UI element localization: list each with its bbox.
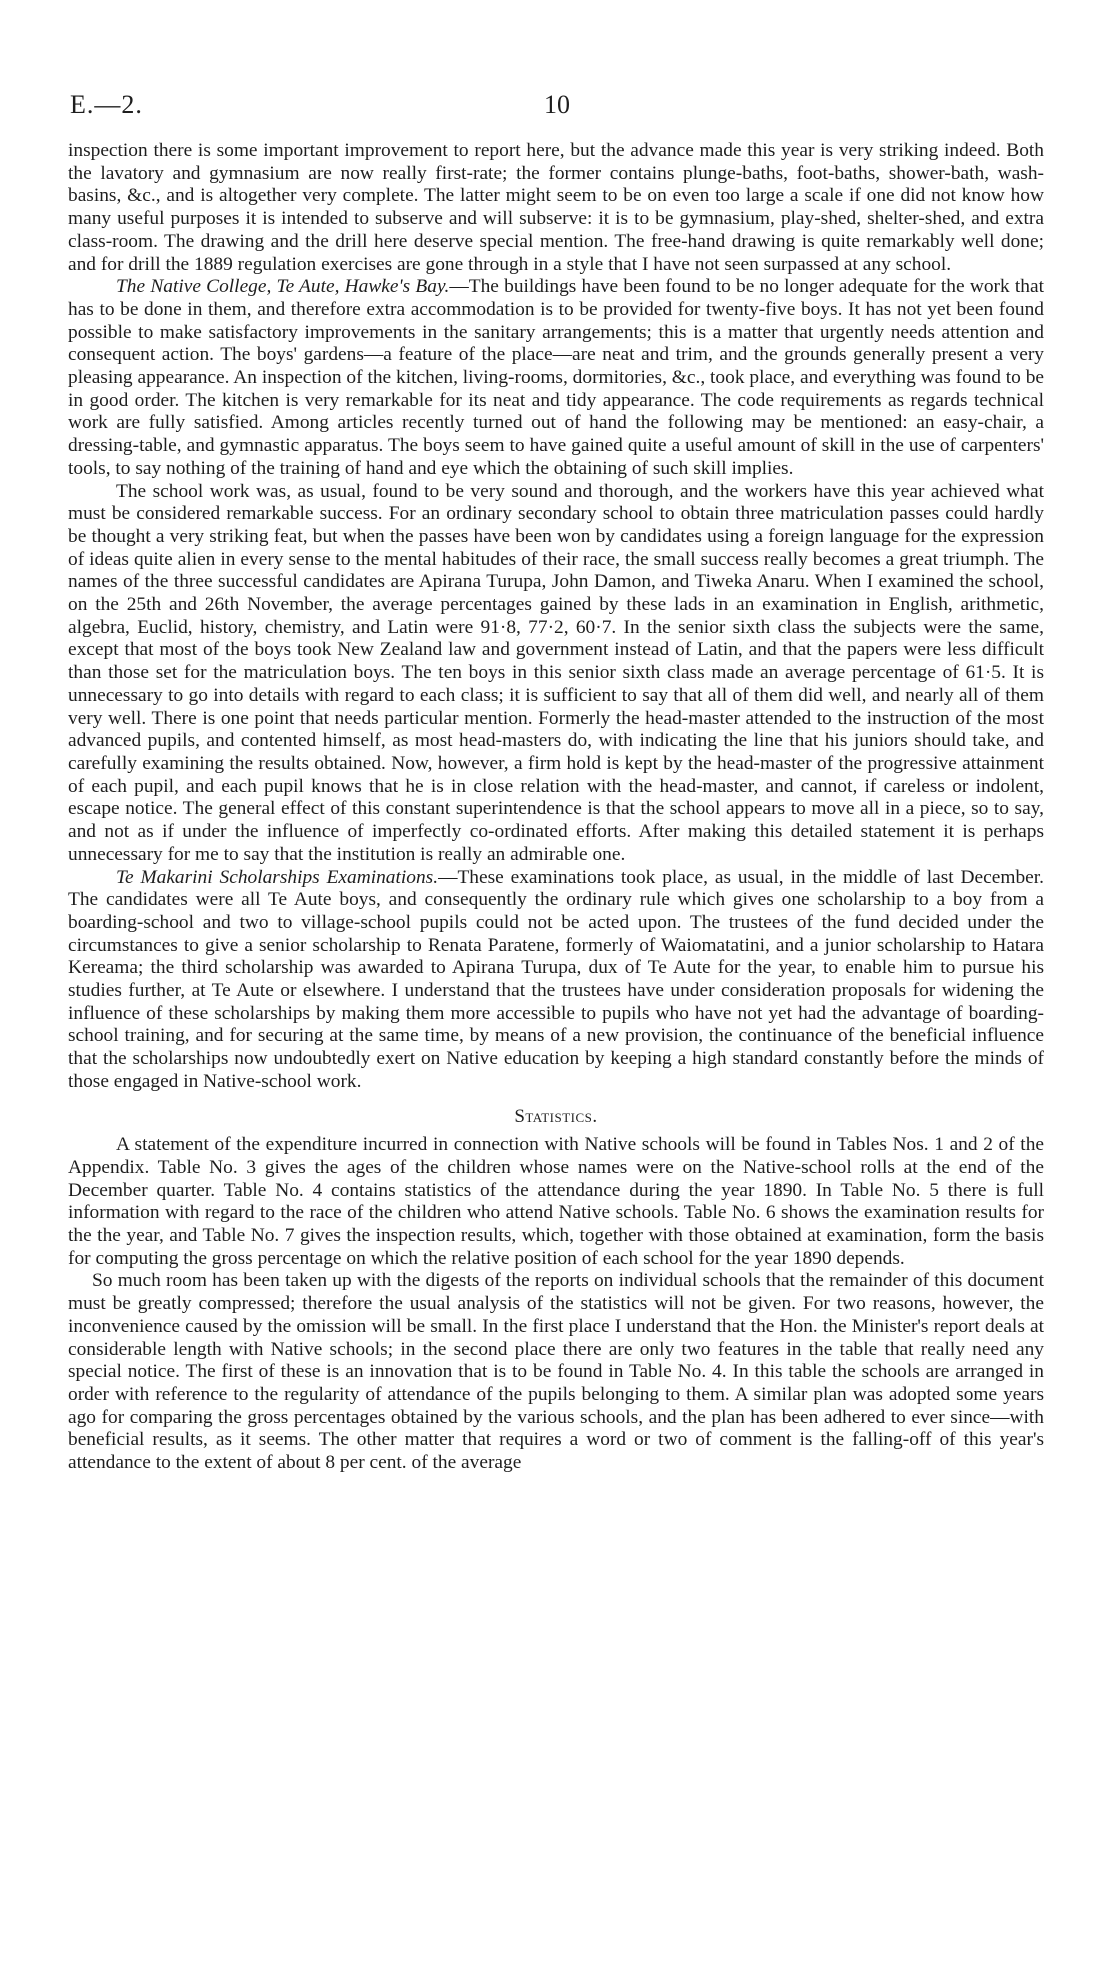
paragraph-statistics-intro: [68, 1134, 1044, 1270]
document-page: [68, 92, 1044, 1475]
paragraph-lead: The Native College, Te Aute, Hawke's Bay.: [116, 276, 450, 298]
paragraph-scholarships: [68, 867, 1044, 1094]
page-number: 10: [544, 90, 570, 119]
paragraph-native-college: [68, 276, 1044, 480]
paragraph-text: —These examinations took place, as usual, in the middle of last December. The candidates were all Te Aute boys, and consequently the ordinary rule which gives one scholarship to a boy from a boarding-school and two to village-school pupils could not be acted upon. The trustees of the fund decided under the circumstances to give a senior scholarship to Renata Paratene, formerly of Waiomatatini, and a junior scholarship to Hatara Kereama; the third scholarship was awarded to Apirana Turupa, dux of Te Aute for the year, to enable him to pursue his studies further, at Te Aute or elsewhere. I understand that the trustees have under consideration proposals for widening the influence of these scholarships by making them more accessible to pupils who have not yet had the advantage of boarding-school training, and for securing at the same time, by means of a new provision, the continuance of the beneficial influence that the scholarships now undoubtedly exert on Native education by keeping a high standard constantly before the minds of those engaged in Native-school work.: [68, 866, 1044, 1092]
paragraph-text: The school work was, as usual, found to be very sound and thorough, and the workers have this year achieved what must be considered remarkable success. For an ordinary secondary school to obtain three matriculation passes could hardly be thought a very striking feat, but when the passes have been won by candidates using a foreign language for the expression of ideas quite alien in every sense to the mental habitudes of their race, the small success really becomes a great triumph. The names of the three successful candidates are Apirana Turupa, John Damon, and Tiweka Anaru. When I examined the school, on the 25th and 26th November, the average percentages gained by these lads in an examination in English, arithmetic, algebra, Euclid, history, chemistry, and Latin were 91·8, 77·2, 60·7. In the senior sixth class the subjects were the same, except that most of the boys took New Zealand law and government instead of Latin, and that the papers were less difficult than those set for the matriculation boys. The ten boys in this senior sixth class made an average percentage of 61·5. It is unnecessary to go into details with regard to each class; it is sufficient to say that all of them did well, and nearly all of them very well. There is one point that needs particular mention. Formerly the head-master attended to the instruction of the most advanced pupils, and contented himself, as most head-masters do, with indicating the line that his juniors should take, and carefully examining the results obtained. Now, however, a firm hold is kept by the head-master of the progressive attainment of each pupil, and each pupil knows that he is in close relation with the head-master, and cannot, if careless or indolent, escape notice. The general effect of this constant superintendence is that the school appears to move all in a piece, so to say, and not as if under the influence of imperfectly co-ordinated efforts. After making this detailed statement it is perhaps unnecessary for me to say that the institution is really an admirable one.: [68, 480, 1044, 865]
paragraph-school-work: [68, 481, 1044, 867]
paragraph-statistics-analysis: [68, 1270, 1044, 1474]
paragraph-text: A statement of the expenditure incurred in connection with Native schools will be found in Tables Nos. 1 and 2 of the Appendix. Table No. 3 gives the ages of the children whose names were on the Native-school rolls at the end of the December quarter. Table No. 4 contains statistics of the attendance during the year 1890. In Table No. 5 there is full information with regard to the race of the children who attend Native schools. Table No. 6 shows the examination results for the the year, and Table No. 7 gives the inspection results, which, together with those obtained at examination, form the basis for computing the gross percentage on which the relative position of each school for the year 1890 depends.: [68, 1134, 1044, 1269]
body-text: [68, 140, 1044, 1475]
paragraph-lead: Te Makarini Scholarships Examinations.: [116, 866, 439, 888]
paragraph-text: So much room has been taken up with the digests of the reports on individual schools that the remainder of this document must be greatly compressed; therefore the usual analysis of the statistics will not be given. For two reasons, however, the inconvenience caused by the omission will be small. In the first place I understand that the Hon. the Minister's report deals at considerable length with Native schools; in the second place there are only two features in the table that really need any special notice. The first of these is an innovation that is to be found in Table No. 4. In this table the schools are arranged in order with reference to the regularity of attendance of the pupils belonging to them. A similar plan was adopted some years ago for comparing the gross percentages obtained by the various schools, and the plan has been adhered to ever since—with beneficial results, as it seems. The other matter that requires a word or two of comment is the falling-off of this year's attendance to the extent of about 8 per cent. of the average: [68, 1270, 1044, 1474]
paragraph-text: inspection there is some important improvement to report here, but the advance made this year is very striking indeed. Both the lavatory and gymnasium are now really first-rate; the former contains plunge-baths, foot-baths, shower-bath, wash-basins, &c., and is altogether very complete. The latter might seem to be on even too large a scale if one did not know how many useful purposes it is intended to subserve and will subserve: it is to be gymnasium, play-shed, shelter-shed, and extra class-room. The drawing and the drill here deserve special mention. The free-hand drawing is quite remarkably well done; and for drill the 1889 regulation exercises are gone through in a style that I have not seen surpassed at any school.: [68, 140, 1044, 275]
document-code: E.—2.: [70, 90, 143, 119]
paragraph-continuation: [68, 140, 1044, 276]
page-header: [68, 92, 1044, 126]
section-heading-statistics: Statistics.: [514, 1105, 598, 1127]
paragraph-text: —The buildings have been found to be no longer adequate for the work that has to be done in them, and therefore extra accommodation is to be provided for twenty-five boys. It has not yet been found possible to make satisfactory improvements in the sanitary arrangements; this is a matter that urgently needs attention and consequent action. The boys' gardens—a feature of the place—are neat and trim, and the grounds generally present a very pleasing appearance. An inspection of the kitchen, living-rooms, dormitories, &c., took place, and everything was found to be in good order. The kitchen is very remarkable for its neat and tidy appearance. The code requirements as regards technical work are fully satisfied. Among articles recently turned out of hand the following may be mentioned: an easy-chair, a dressing-table, and gymnastic apparatus. The boys seem to have gained quite a useful amount of skill in the use of carpenters' tools, to say nothing of the training of hand and eye which the obtaining of such skill implies.: [68, 276, 1044, 479]
